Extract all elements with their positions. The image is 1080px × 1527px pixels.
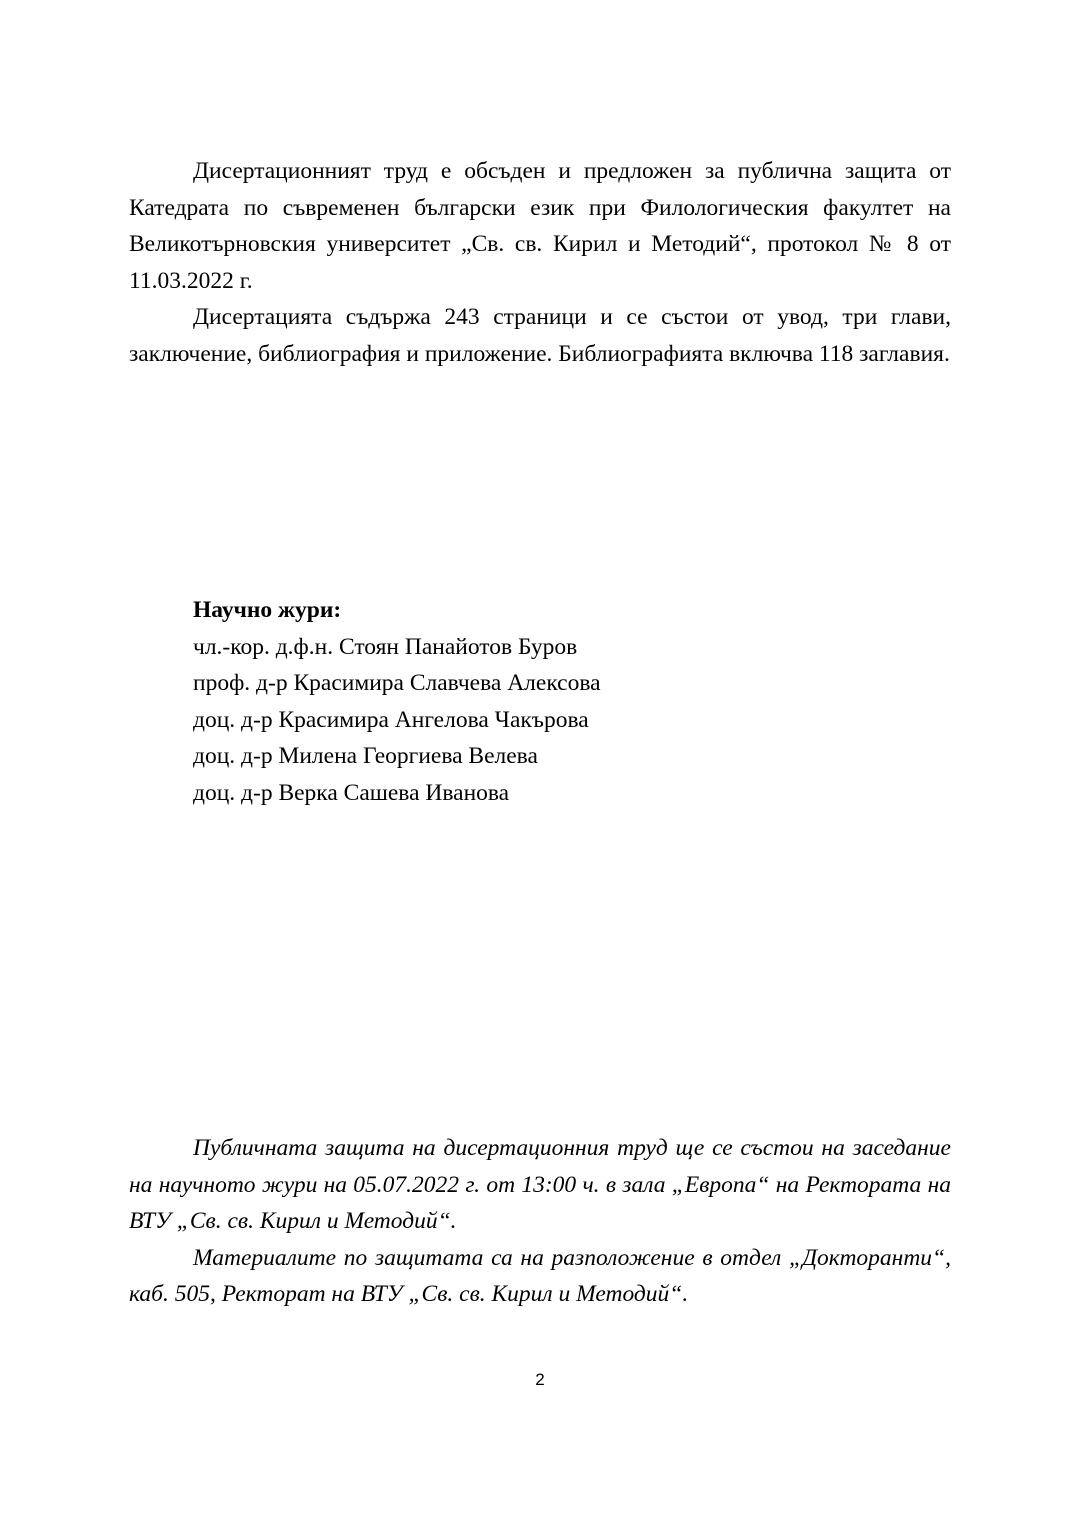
defense-paragraph-schedule: Публичната защита на дисертационния труд ще се състои на заседание на научното жури на 05.07.2022 г. от 13:00 ч. в зала „Европа“ на Ректората на ВТУ „Св. св. Кирил и Методий“. xyxy=(129,1135,951,1234)
defense-paragraph-materials: Материалите по защитата са на разположение в отдел „Докторанти“, каб. 505, Ректорат на ВТУ „Св. св. Кирил и Методий“. xyxy=(129,1244,951,1307)
jury-member: доц. д-р Верка Сашева Иванова xyxy=(193,779,510,806)
jury-member: проф. д-р Красимира Славчева Алексова xyxy=(193,670,601,696)
jury-section xyxy=(193,592,601,811)
jury-member: доц. д-р Милена Георгиева Велева xyxy=(193,743,538,769)
jury-member: доц. д-р Красимира Ангелова Чакърова xyxy=(193,706,589,733)
jury-member: чл.-кор. д.ф.н. Стоян Панайотов Буров xyxy=(193,633,578,660)
intro-paragraph-structure: Дисертацията съдържа 243 страници и се състои от увод, три глави, заключение, библиография и приложение. Библиографията включва 118 заглавия. xyxy=(129,304,951,367)
intro-paragraph-discussion: Дисертационният труд е обсъден и предложен за публична защита от Катедрата по съвременен български език при Филологическия факултет на Великотърновския университет „Св. св. Кирил и Методий“, протокол № 8 от 11.03.2022 г. xyxy=(129,158,951,294)
jury-title: Научно жури: xyxy=(193,597,342,623)
intro-section xyxy=(129,153,951,372)
page-number: 2 xyxy=(535,1370,545,1389)
defense-section xyxy=(129,1130,951,1313)
